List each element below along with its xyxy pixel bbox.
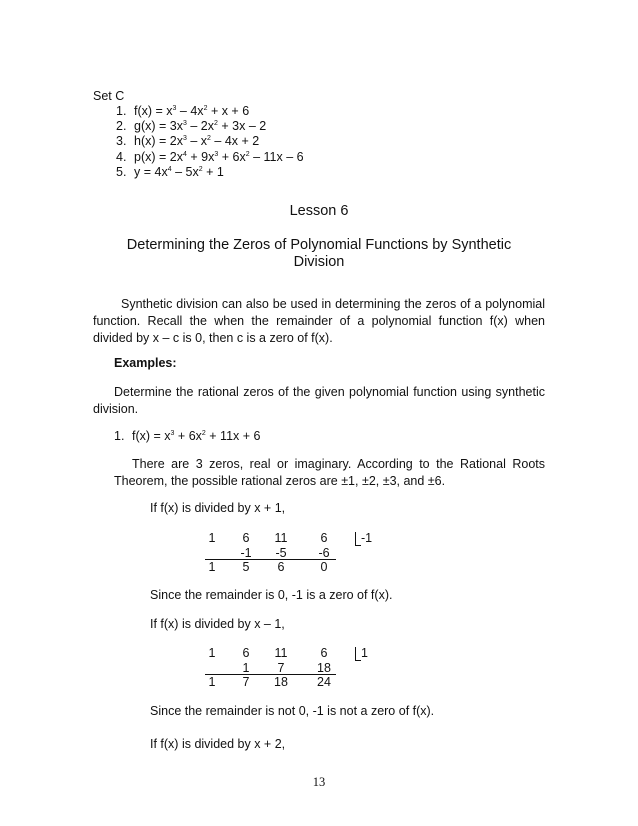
lesson-title-line2: Division (293, 254, 345, 270)
step-2-conclusion: Since the remainder is not 0, -1 is not a zero of f(x). (150, 704, 435, 718)
synthetic-cell: 7 (277, 660, 285, 675)
synthetic-cell: 0 (320, 560, 328, 574)
page-number: 13 (312, 775, 326, 789)
set-c-heading: Set C (93, 89, 125, 103)
lesson-label: Lesson 6 (289, 203, 349, 219)
division-line (205, 559, 336, 560)
set-c-item-number: 5. (116, 164, 127, 179)
example-1-explanation: There are 3 zeros, real or imaginary. According to the Rational Roots Theorem, the possible rational zeros are ±1, ±2, ±3, and ±6. (114, 457, 545, 488)
synthetic-cell: 1 (208, 675, 216, 689)
set-c-item: $f(x) = x^3 - 4x^2 + x + 6$ (134, 104, 250, 118)
synthetic-cell: 11 (274, 531, 288, 545)
synthetic-cell: 18 (274, 675, 288, 689)
step-1-conclusion: Since the remainder is 0, -1 is a zero of f(x). (150, 588, 393, 602)
example-1-function: $f(x) = x^3 + 6x^2 + 11x + 6$ (132, 429, 261, 443)
divisor-value: 1 (361, 646, 368, 660)
divisor-value: -1 (361, 531, 373, 545)
set-c-item-number: 4. (116, 149, 127, 164)
synthetic-cell: 6 (242, 646, 250, 660)
step-2-prompt: If f(x) is divided by x – 1, (150, 617, 285, 631)
intro-paragraph: Synthetic division can also be used in determining the zeros of a polynomial function. Recall the when the remainder of a polynomial function f(x) when divided by x – c is 0, then c is a zero of f(x). (93, 297, 545, 345)
synthetic-cell: -1 (240, 545, 252, 560)
synthetic-cell: 24 (317, 675, 331, 689)
step-3-prompt: If f(x) is divided by x + 2, (150, 737, 286, 751)
set-c-item-number: 1. (116, 104, 127, 118)
synthetic-cell: 6 (242, 531, 250, 545)
synthetic-cell: 1 (208, 646, 216, 660)
synthetic-cell: -6 (318, 545, 330, 560)
synthetic-cell: 18 (317, 660, 331, 675)
set-c-item-number: 3. (116, 134, 127, 149)
synthetic-cell: 6 (277, 560, 285, 574)
synthetic-cell: 1 (242, 660, 250, 675)
synthetic-cell: 6 (320, 646, 328, 660)
synthetic-cell: 1 (208, 531, 216, 545)
instruction-paragraph: Determine the rational zeros of the given polynomial function using synthetic division. (93, 385, 545, 416)
step-1-prompt: If f(x) is divided by x + 1, (150, 501, 286, 515)
set-c-item-number: 2. (116, 119, 127, 134)
synthetic-cell: 7 (242, 675, 250, 689)
synthetic-cell: 1 (208, 560, 216, 574)
lesson-title-line1: Determining the Zeros of Polynomial Functions by Synthetic (126, 237, 512, 253)
examples-label: Examples: (114, 356, 177, 370)
set-c-item: $g(x) = 3x^3 - 2x^2 + 3x - 2$ (134, 119, 267, 134)
set-c-item: $p(x) = 2x^4 + 9x^3 + 6x^2 - 11x - 6$ (134, 149, 304, 164)
synthetic-cell: 11 (274, 646, 288, 660)
example-1-number: 1. (114, 429, 125, 443)
set-c-item: $y = 4x^4 - 5x^2 + 1$ (134, 164, 224, 179)
synthetic-cell: 5 (242, 560, 250, 574)
synthetic-cell: -5 (275, 545, 287, 560)
synthetic-cell: 6 (320, 531, 328, 545)
set-c-item: $h(x) = 2x^3 - x^2 - 4x + 2$ (134, 134, 260, 149)
division-line (205, 674, 336, 675)
